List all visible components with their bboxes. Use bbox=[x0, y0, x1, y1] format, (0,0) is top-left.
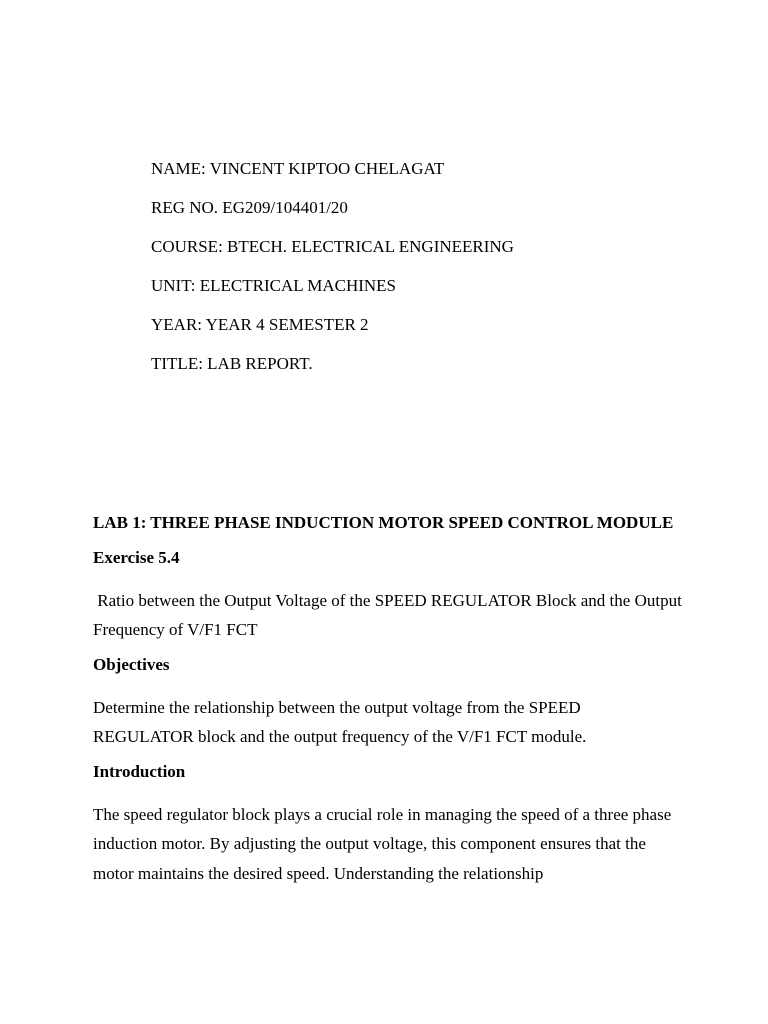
student-name: NAME: VINCENT KIPTOO CHELAGAT bbox=[151, 159, 445, 178]
exercise-heading: Exercise 5.4 bbox=[93, 547, 180, 567]
report-title: TITLE: LAB REPORT. bbox=[151, 354, 313, 373]
objectives-heading: Objectives bbox=[93, 654, 170, 674]
year-semester: YEAR: YEAR 4 SEMESTER 2 bbox=[151, 315, 369, 334]
report-body bbox=[93, 508, 687, 897]
exercise-description: Ratio between the Output Voltage of the SPEED REGULATOR Block and the Output Frequency of V/F1 FCT bbox=[93, 590, 687, 639]
introduction-text: The speed regulator block plays a crucial role in managing the speed of a three phase induction motor. By adjusting the output voltage, this component ensures that the motor maintains the desired speed. Understanding the relationship bbox=[93, 804, 672, 883]
unit-name: UNIT: ELECTRICAL MACHINES bbox=[151, 276, 397, 295]
course-name: COURSE: BTECH. ELECTRICAL ENGINEERING bbox=[151, 237, 514, 256]
introduction-heading: Introduction bbox=[93, 761, 186, 781]
lab-title: LAB 1: THREE PHASE INDUCTION MOTOR SPEED CONTROL MODULE bbox=[93, 513, 674, 532]
objectives-text: Determine the relationship between the output voltage from the SPEED REGULATOR block and the output frequency of the V/F1 FCT module. bbox=[93, 697, 587, 746]
cover-details bbox=[151, 158, 671, 392]
registration-number: REG NO. EG209/104401/20 bbox=[151, 198, 348, 217]
